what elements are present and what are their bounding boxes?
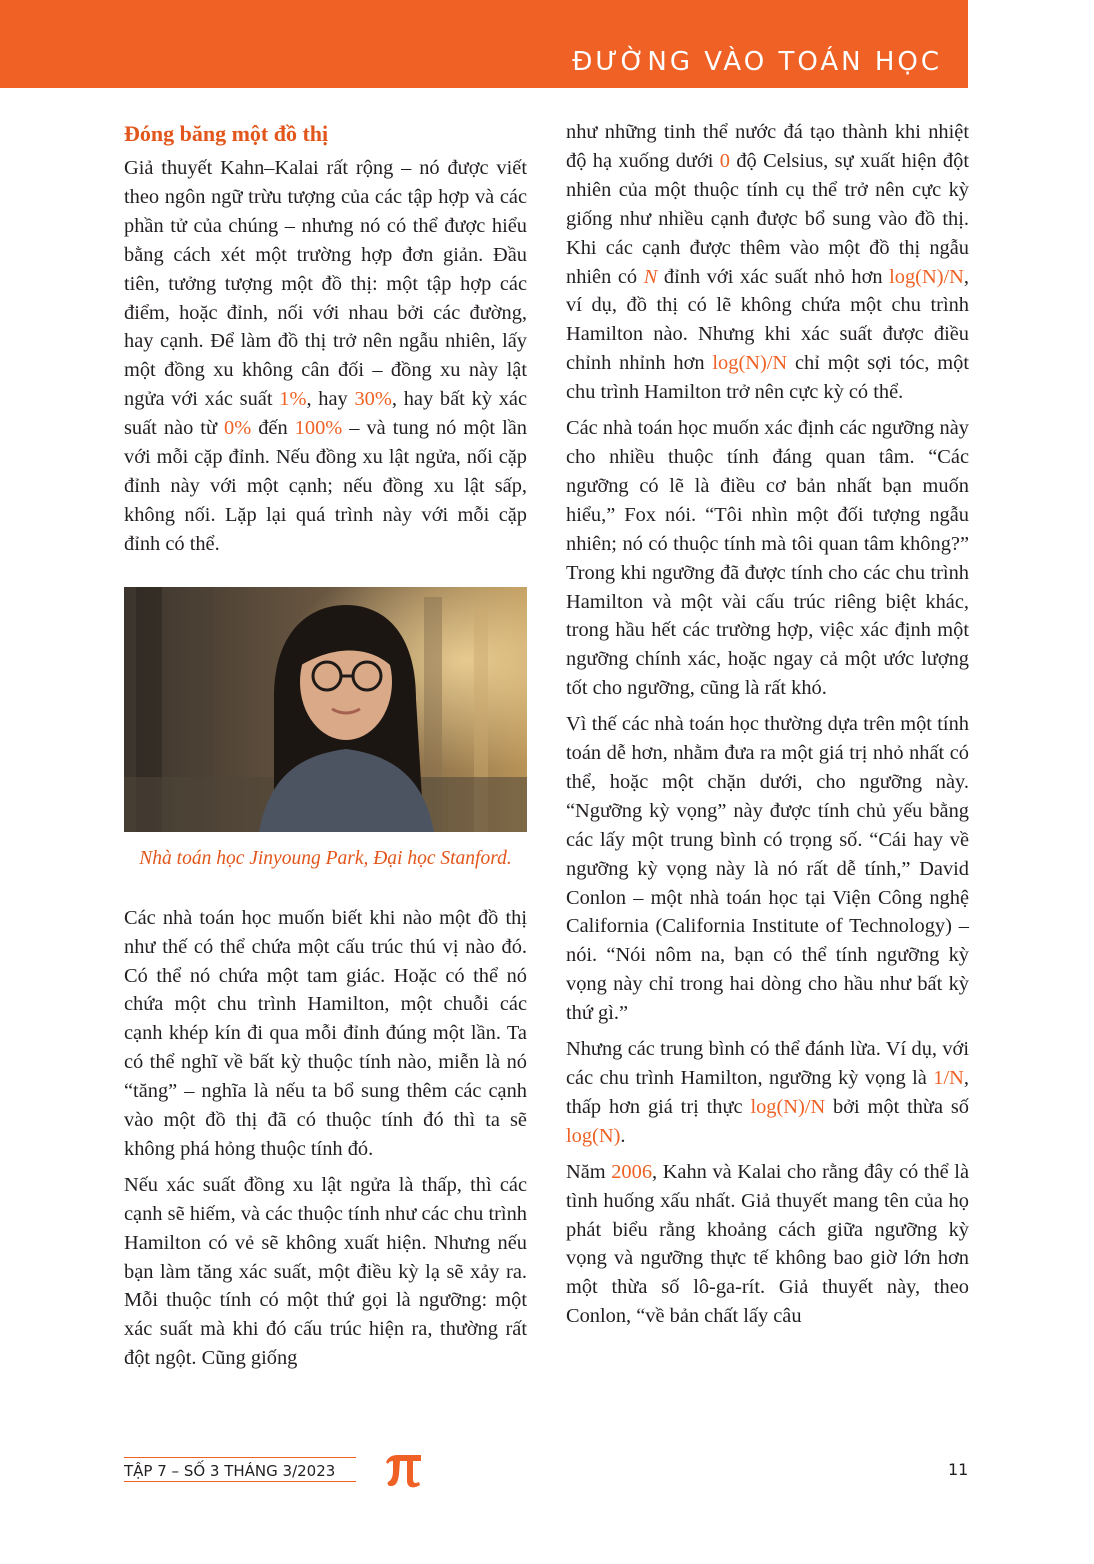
formula: log(N)/N <box>889 265 964 288</box>
left-column <box>124 118 527 1380</box>
pi-logo-icon <box>383 1452 423 1488</box>
page-number: 11 <box>948 1460 969 1479</box>
header-bar <box>0 0 968 88</box>
footer-rule-bottom <box>124 1481 356 1482</box>
photo-caption: Nhà toán học Jinyoung Park, Đại học Stanford. <box>139 847 512 869</box>
highlight-value: 1% <box>279 388 307 411</box>
formula: log(N)/N <box>712 352 788 375</box>
highlight-value: 30% <box>354 388 392 411</box>
paragraph-right-1: như những tinh thể nước đá tạo thành khi nhiệt độ hạ xuống dưới 0 độ Celsius, sự xuất hiện đột nhiên của một thuộc tính cụ thể trở nên cực kỳ giống như nhiều cạnh được bổ sung vào đồ thị. Khi các cạnh được thêm vào một đồ thị ngẫu nhiên có N đỉnh với xác suất nhỏ hơn log(N)/N, ví dụ, đồ thị có lẽ không chứa một chu trình Hamilton nào. Nhưng khi xác suất được điều chỉnh nhỉnh hơn log(N)/N chỉ một sợi tóc, một chu trình Hamilton trở nên cực kỳ có thể. <box>566 121 970 404</box>
paragraph-right-3: Vì thế các nhà toán học thường dựa trên một tính toán dễ hơn, nhằm đưa ra một giá trị nhỏ nhất có thể, hoặc một chặn dưới, cho ngưỡng này. “Ngưỡng kỳ vọng” này được tính chủ yếu bằng các lấy một trung bình có trọng số. “Cái hay về ngưỡng kỳ vọng này là nó rất dễ tính,” David Conlon – một nhà toán học tại Viện Công nghệ California (California Institute of Technology) – nói. “Nói nôm na, bạn có thể tính ngưỡng kỳ vọng này chỉ trong hai dòng cho hầu như bất kỳ thứ gì.” <box>566 713 969 1025</box>
section-heading: Đóng băng một đồ thị <box>124 121 329 146</box>
highlight-value: 0 <box>719 149 730 172</box>
highlight-value: 100% <box>294 417 343 440</box>
formula: 1/N <box>933 1067 964 1089</box>
portrait-photo <box>124 587 527 832</box>
right-column <box>566 118 969 1338</box>
footer-rule-top <box>124 1457 356 1458</box>
highlight-value: N <box>643 265 658 288</box>
formula: log(N) <box>566 1124 621 1147</box>
issue-label: TẬP 7 – SỐ 3 THÁNG 3/2023 <box>124 1462 336 1480</box>
paragraph-right-4: Nhưng các trung bình có thể đánh lừa. Ví dụ, với các chu trình Hamilton, ngưỡng kỳ vọng là 1/N, thấp hơn giá trị thực log(N)/N bởi một thừa số log(N). <box>566 1038 969 1147</box>
paragraph-left-1: Giả thuyết Kahn–Kalai rất rộng – nó được viết theo ngôn ngữ trừu tượng của các tập hợp và các phần tử của chúng – nhưng nó có thể được hiểu bằng cách xét một trường hợp đơn giản. Đầu tiên, tưởng tượng một đồ thị: một tập hợp các điểm, hoặc đỉnh, nối với nhau bởi các đường, hay cạnh. Để làm đồ thị trở nên ngẫu nhiên, lấy một đồng xu không cân đối – đồng xu này lật ngửa với xác suất 1%, hay 30%, hay bất kỳ xác suất nào từ 0% đến 100% – và tung nó một lần với mỗi cặp đỉnh. Nếu đồng xu lật ngửa, nối cặp đỉnh này với một cạnh; nếu đồng xu lật sấp, không nối. Lặp lại quá trình này với mỗi cặp đỉnh có thể. <box>124 157 527 555</box>
paragraph-right-5: Năm 2006, Kahn và Kalai cho rằng đây có thể là tình huống xấu nhất. Giả thuyết mang tên của họ phát biểu rằng khoảng cách giữa ngưỡng kỳ vọng và ngưỡng thực tế không bao giờ lớn hơn một thừa số lô-ga-rít. Giả thuyết này, theo Conlon, “về bản chất lấy câu <box>566 1160 970 1328</box>
highlight-value: 2006 <box>611 1160 653 1183</box>
paragraph-left-3: Nếu xác suất đồng xu lật ngửa là thấp, thì các cạnh sẽ hiếm, và các thuộc tính như các chu trình Hamilton có vẻ sẽ không xuất hiện. Nhưng nếu bạn làm tăng xác suất, một điều kỳ lạ sẽ xảy ra. Mỗi thuộc tính có một thứ gọi là ngưỡng: một xác suất mà khi đó cấu trúc hiện ra, thường rất đột ngột. Cũng giống <box>124 1173 527 1370</box>
paragraph-left-2: Các nhà toán học muốn biết khi nào một đồ thị như thế có thể chứa một cấu trúc thú vị nào đó. Có thể nó chứa một tam giác. Hoặc có thể nó chứa một chu trình Hamilton, một chuỗi các cạnh khép kín đi qua mỗi đỉnh đúng một lần. Ta có thể nghĩ về bất kỳ thuộc tính nào, miễn là nó “tăng” – nghĩa là nếu ta bổ sung thêm các cạnh vào một đồ thị đã có thuộc tính đó thì ta sẽ không phá hỏng thuộc tính đó. <box>124 906 527 1160</box>
paragraph-right-2: Các nhà toán học muốn xác định các ngưỡng này cho nhiều thuộc tính đáng quan tâm. “Các ngưỡng có lẽ là điều cơ bản nhất bạn muốn hiểu,” Fox nói. “Tôi nhìn một đối tượng ngẫu nhiên; nó có thuộc tính mà tôi quan tâm không?” Trong khi ngưỡng đã được tính cho các chu trình Hamilton và một vài cấu trúc riêng biệt khác, trong hầu hết các trường hợp, việc xác định một ngưỡng chính xác, hoặc ngay cả một ước lượng tốt cho ngưỡng, cũng là rất khó. <box>566 417 969 700</box>
highlight-value: 0% <box>224 417 252 440</box>
section-title: ĐƯỜNG VÀO TOÁN HỌC <box>572 47 942 77</box>
formula: log(N)/N <box>750 1095 826 1118</box>
